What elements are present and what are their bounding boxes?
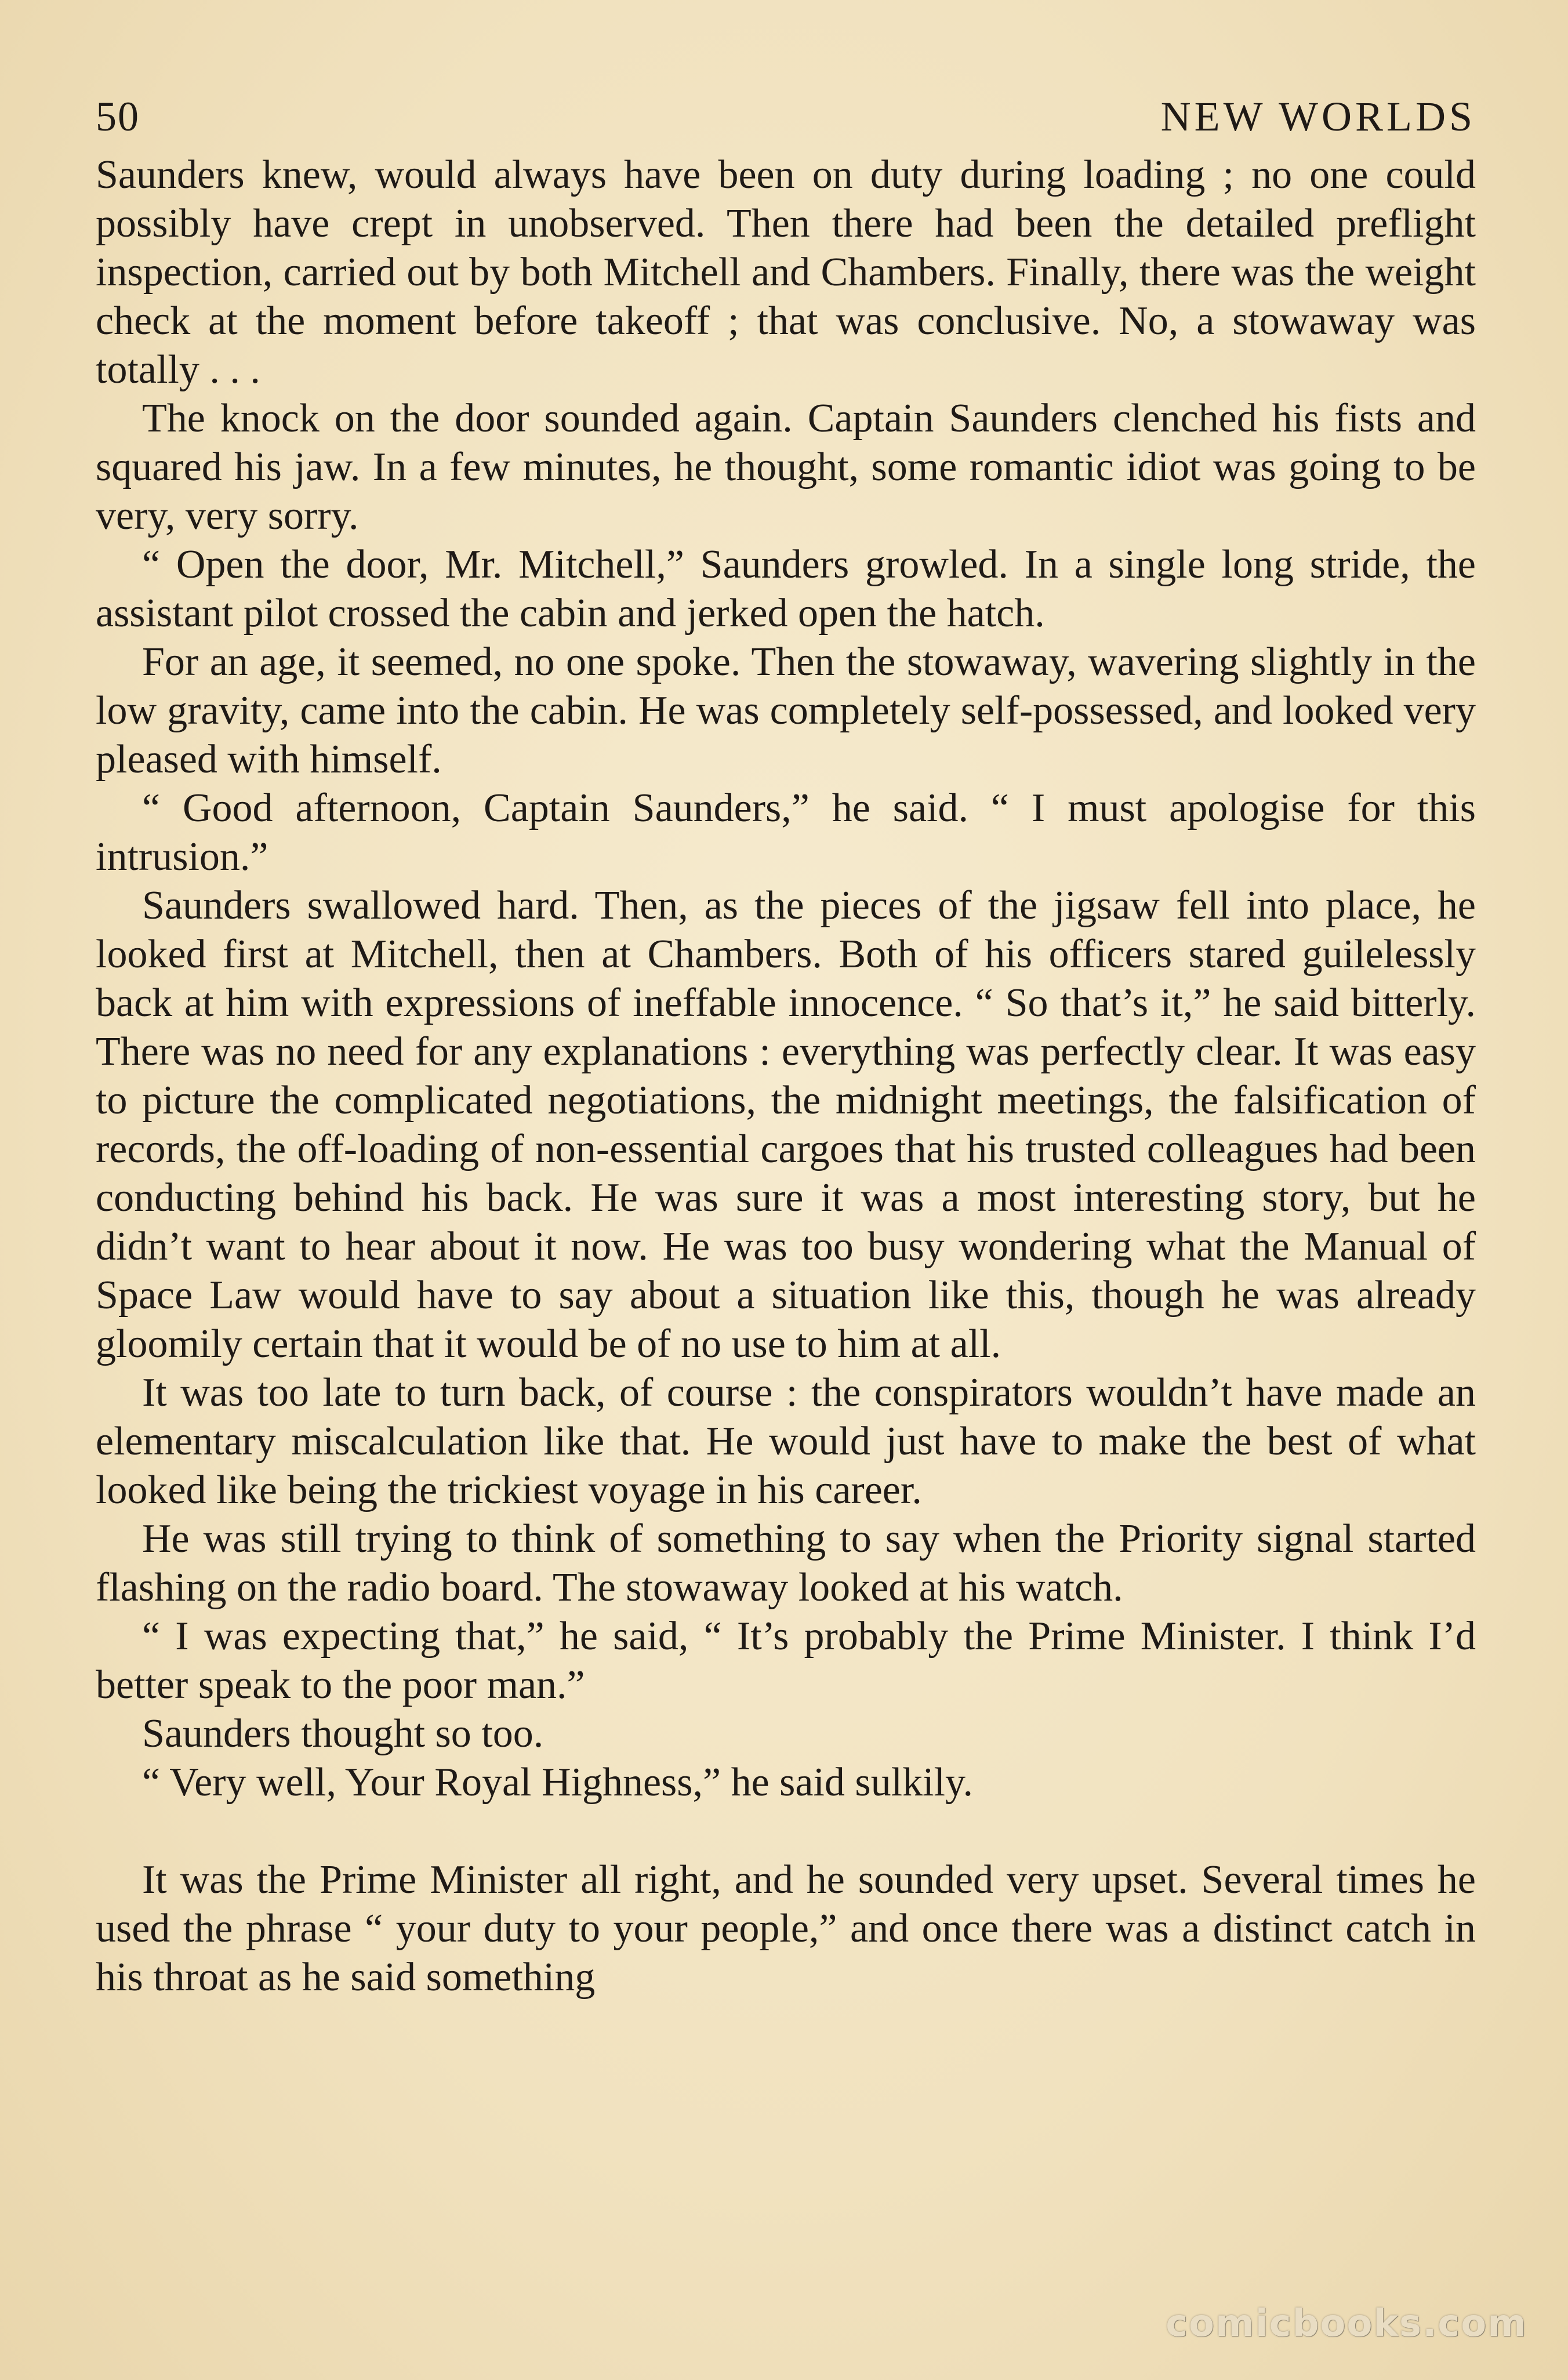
book-page (96, 87, 1476, 2002)
paragraph-stowaway-enters: For an age, it seemed, no one spoke. Then the stowaway, wavering slightly in the low gravity, came into the cabin. He was completely self-possessed, and looked very pleased with himself. (96, 640, 1476, 782)
paragraph-priority-signal: He was still trying to think of something to say when the Priority signal started flashing on the radio board. The stowaway looked at his watch. (96, 1516, 1476, 1610)
paragraph-too-late: It was too late to turn back, of course : the conspirators wouldn’t have made an elementary miscalculation like that. He would just have to make the best of what looked like being the trickiest voyage in his career. (96, 1370, 1476, 1512)
running-head (96, 87, 1476, 151)
paragraph-prime-minister: It was the Prime Minister all right, and he sounded very upset. Several times he used the phrase “ your duty to your people,” and once there was a distinct catch in his throat as he said something (96, 1857, 1476, 2000)
watermark: comicbooks.com (1166, 2302, 1527, 2345)
paragraph-expecting: “ I was expecting that,” he said, “ It’s probably the Prime Minister. I think I’d better speak to the poor man.” (96, 1614, 1476, 1707)
paragraph-knock: The knock on the door sounded again. Captain Saunders clenched his fists and squared his jaw. In a few minutes, he thought, some romantic idiot was going to be very, very sorry. (96, 396, 1476, 538)
paragraph-thought-so: Saunders thought so too. (142, 1711, 544, 1756)
paragraph-realization: Saunders swallowed hard. Then, as the pieces of the jigsaw fell into place, he looked first at Mitchell, then at Chambers. Both of his officers stared guilelessly back at him with expressions of ineffable innocence. “ So that’s it,” he said bitterly. There was no need for any explanations : everything was perfectly clear. It was easy to picture the complicated negotiations, the midnight meetings, the falsification of records, the off-loading of non-essential cargoes that his trusted colleagues had been conducting behind his back. He was sure it was a most interesting story, but he didn’t want to hear about it now. He was too busy wondering what the Manual of Space Law would have to say about a situation like this, though he was already gloomily certain that it would be of no use to him at all. (96, 883, 1476, 1366)
paragraph-continuation: Saunders knew, would always have been on duty during loading ; no one could possibly have crept in unobserved. Then there had been the detailed preflight inspection, carried out by both Mitchell and Chambers. Finally, there was the weight check at the moment before takeoff ; that was conclusive. No, a stowaway was totally . . . (96, 153, 1476, 392)
paragraph-greeting: “ Good afternoon, Captain Saunders,” he said. “ I must apologise for this intrusion.” (96, 786, 1476, 879)
page-number: 50 (96, 93, 140, 140)
paragraph-royal-highness: “ Very well, Your Royal Highness,” he said sulkily. (142, 1760, 973, 1805)
body-text (96, 151, 1476, 2002)
running-title: NEW WORLDS (1160, 93, 1476, 140)
paragraph-open-door: “ Open the door, Mr. Mitchell,” Saunders growled. In a single long stride, the assistant pilot crossed the cabin and jerked open the hatch. (96, 542, 1476, 636)
